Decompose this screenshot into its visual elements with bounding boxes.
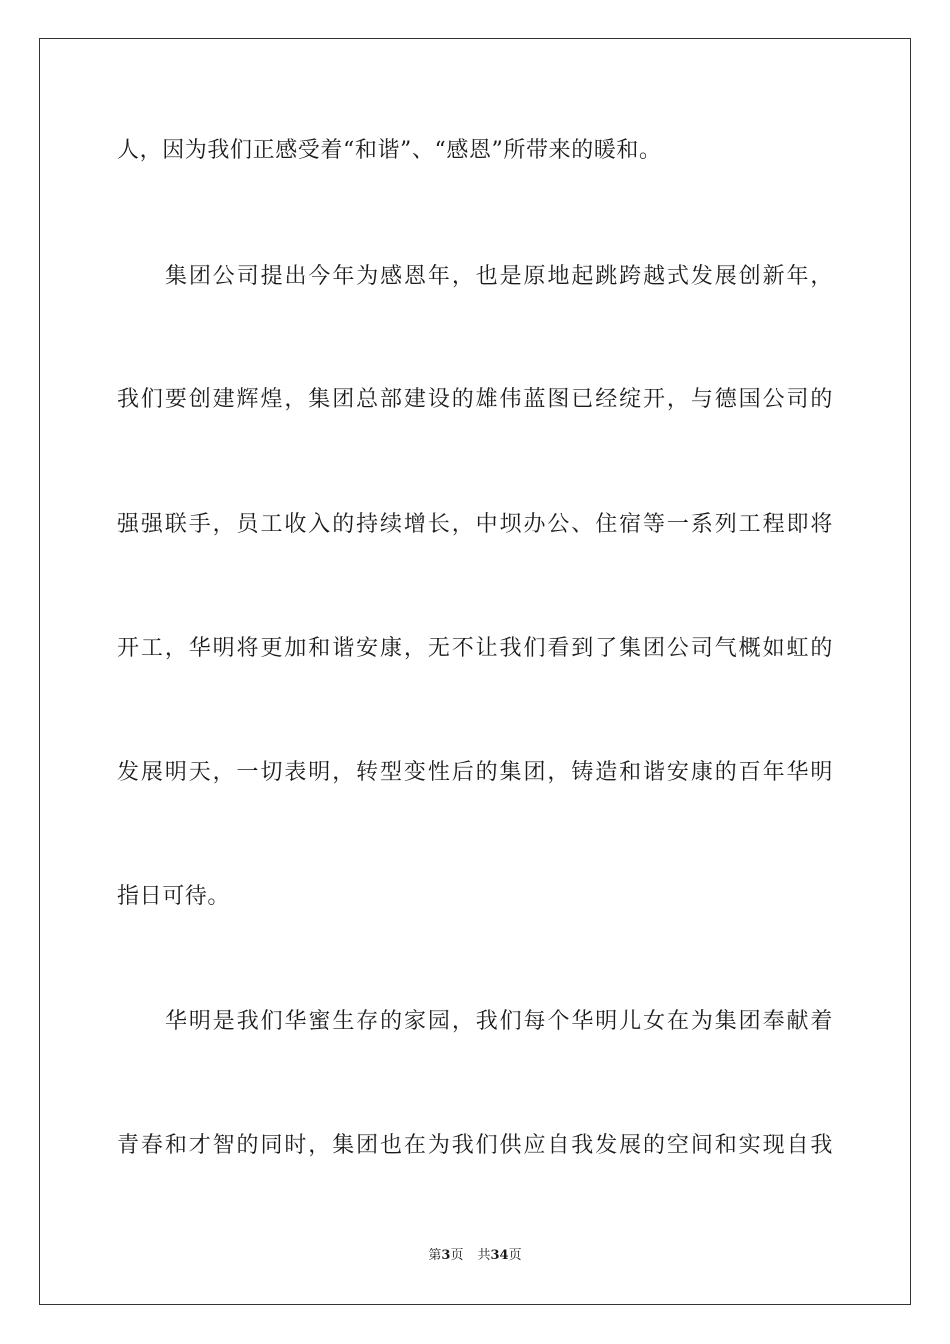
text-line-5: 开工，华明将更加和谐安康，无不让我们看到了集团公司气概如虹的	[117, 636, 833, 661]
footer-total-suffix: 页	[508, 1248, 522, 1263]
page-footer	[0, 1248, 950, 1264]
footer-page-prefix: 第	[428, 1248, 442, 1263]
text-line-2: 集团公司提出今年为感恩年，也是原地起跳跨越式发展创新年，	[165, 264, 833, 289]
text-line-6: 发展明天，一切表明，转型变性后的集团，铸造和谐安康的百年华明	[117, 760, 833, 785]
text-line-1: 人，因为我们正感受着“和谐”、“感恩”所带来的暖和。	[117, 138, 662, 163]
text-line-9: 青春和才智的同时，集团也在为我们供应自我发展的空间和实现自我	[117, 1133, 833, 1158]
text-line-3: 我们要创建辉煌，集团总部建设的雄伟蓝图已经绽开，与德国公司的	[117, 387, 833, 412]
footer-total-number: 34	[490, 1248, 509, 1263]
text-line-8: 华明是我们华蜜生存的家园，我们每个华明儿女在为集团奉献着	[165, 1009, 833, 1034]
footer-total-prefix: 共	[477, 1248, 491, 1263]
text-line-7: 指日可待。	[117, 884, 231, 909]
footer-page-number: 3	[441, 1248, 451, 1263]
footer-page-suffix: 页	[450, 1248, 464, 1263]
page-border	[39, 38, 911, 1305]
text-line-4: 强强联手，员工收入的持续增长，中坝办公、住宿等一系列工程即将	[117, 512, 833, 537]
